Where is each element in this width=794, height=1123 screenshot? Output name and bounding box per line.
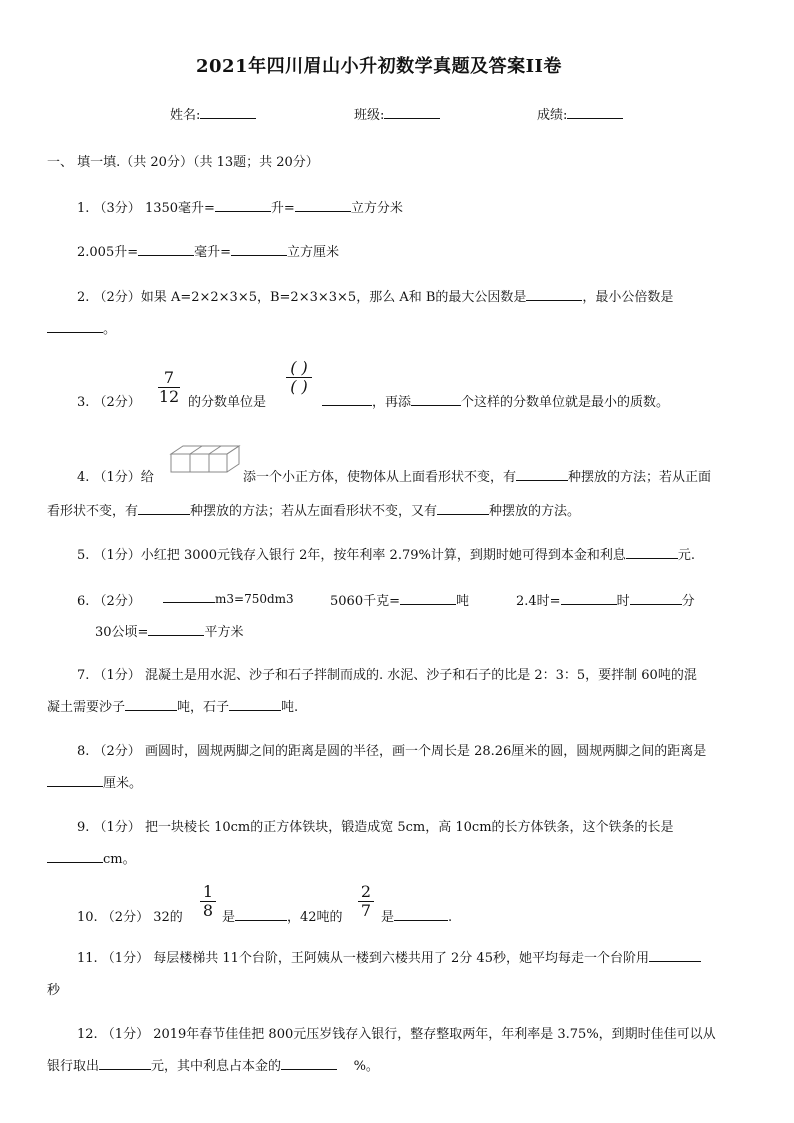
question-12-line-2 [47,1055,379,1074]
q7-text-c: 吨，石子 [177,700,230,715]
q4-text-c: 种摆放的方法；若从正面 [568,470,712,485]
q6-blank-5[interactable] [148,623,204,636]
q1-blank-3[interactable] [138,243,194,256]
question-5 [77,544,695,563]
q7-blank-2[interactable] [229,698,281,711]
q11-blank[interactable] [649,949,701,962]
question-11 [77,947,701,966]
q8-blank[interactable] [47,774,103,787]
q1-blank-1[interactable] [215,199,271,212]
question-4-line-2 [47,500,580,519]
section-heading: 一、 填一填.（共 20分）（共 13题；共 20分） [47,155,319,170]
q3-unit-fraction [286,360,312,395]
question-8: 8. （2分） 画圆时，圆规两脚之间的距离是圆的半径，画一个周长是 28.26厘米的圆，圆规两脚之间的距离是 [77,744,707,759]
q3-text-d: 个这样的分数单位就是最小的质数。 [461,395,670,410]
q3-text-c: ，再添 [372,395,412,410]
q6-text-b: m3=750dm3 [215,592,294,606]
name-field[interactable] [170,104,256,123]
score-field[interactable] [537,104,623,123]
q12-text-c: 元，其中利息占本金的 [151,1059,282,1074]
q10-text-e: 是 [381,910,395,925]
q9-text-b: cm。 [103,852,136,867]
q3-fraction-numerator: 7 [163,368,175,387]
question-4 [243,466,711,485]
q10-prefix: 10. （2分） 32的 [77,910,183,925]
cube-stack-figure [169,444,241,474]
q6-part-3 [516,590,695,609]
score-blank[interactable] [567,106,623,119]
question-7-line-2 [47,696,298,715]
question-12: 12. （1分） 2019年春节佳佳把 800元压岁钱存入银行，整存整取两年，年利率是 3.75%，到期时佳佳可以从 [77,1027,716,1042]
q6-blank-4[interactable] [630,592,682,605]
q4-blank-1[interactable] [516,468,568,481]
page-title: 2021年四川眉山小升初数学真题及答案II卷 [196,56,562,77]
q6-blank-1[interactable] [163,590,215,603]
q3-blank-2[interactable] [411,393,461,406]
q3-unit-denominator: ( ) [290,377,308,396]
q12-blank-2[interactable] [281,1057,337,1070]
question-11-line-2: 秒 [47,983,61,998]
q6-text-e: 2.4时= [516,594,561,609]
q4-text-d: 看形状不变，有 [47,504,139,519]
question-8-line-2 [47,772,142,791]
q3-rest [322,391,669,410]
name-label: 姓名: [170,108,201,123]
class-field[interactable] [354,104,440,123]
q3-blank-1[interactable] [322,393,372,406]
q6-part-1 [163,590,294,607]
question-7: 7. （1分） 混凝土是用水泥、沙子和石子拌制而成的. 水泥、沙子和石子的比是 2：3：5，要拌制 60吨的混 [77,668,697,683]
q10-blank-2[interactable] [394,908,448,921]
q6-part-2 [330,590,469,609]
class-blank[interactable] [384,106,440,119]
q3-fraction [158,370,180,405]
q11-text-a: 11. （1分） 每层楼梯共 11个台阶，王阿姨从一楼到六楼共用了 2分 45秒，她平均每走一个台阶用 [77,951,649,966]
q10-fraction-1 [200,884,216,919]
q10-fraction-1-numerator: 1 [202,882,214,901]
q1-text-b: 升= [270,201,295,216]
q4-blank-3[interactable] [437,502,489,515]
q7-text-d: 吨. [281,700,299,715]
q3-fraction-denominator: 12 [158,387,180,406]
q5-text-a: 5. （1分）小红把 3000元钱存入银行 2年，按年利率 2.79%计算，到期时她可得到本金和利息 [77,548,626,563]
q2-blank-1[interactable] [526,288,582,301]
q10-fraction-2-numerator: 2 [360,882,372,901]
q1-text-a: 1. （3分） 1350毫升= [77,201,215,216]
q10-text-c: ，42吨的 [287,910,343,925]
q10-middle [222,906,343,925]
q7-text-b: 凝土需要沙子 [47,700,126,715]
q4-text-e: 种摆放的方法；若从左面看形状不变，又有 [190,504,438,519]
q6-text-f: 时 [616,594,630,609]
q1-blank-4[interactable] [231,243,287,256]
q10-text-b: 是 [222,910,236,925]
question-9-line-2 [47,848,136,867]
q12-text-b: 银行取出 [47,1059,100,1074]
q3-prefix: 3. （2分） [77,395,141,410]
q6-text-c: 5060千克= [330,594,400,609]
question-2 [77,286,673,305]
q7-blank-1[interactable] [125,698,177,711]
score-label: 成绩: [537,108,568,123]
q2-text-a: 2. （2分）如果 A=2×2×3×5，B=2×3×3×5，那么 A和 B的最大公因数是 [77,290,527,305]
q4-text-f: 种摆放的方法。 [489,504,581,519]
q6-text-g: 分 [681,594,695,609]
q1-text-d: 2.005升= [77,245,139,260]
q3-unit-numerator: ( ) [290,358,308,377]
q5-blank[interactable] [626,546,678,559]
q6-text-i: 平方米 [204,625,244,640]
q3-text-b: 的分数单位是 [188,395,267,410]
q1-text-e: 毫升= [194,245,232,260]
q2-text-b: ，最小公倍数是 [582,290,674,305]
q10-text-f: . [448,910,453,925]
q6-text-h: 30公顷= [95,625,149,640]
q1-text-f: 立方厘米 [287,245,340,260]
q12-blank-1[interactable] [99,1057,151,1070]
q10-fraction-2 [358,884,374,919]
question-2-line-2 [47,318,116,337]
q8-text-b: 厘米。 [103,776,143,791]
question-9: 9. （1分） 把一块棱长 10cm的正方体铁块，锻造成宽 5cm，高 10cm的长方体铁条，这个铁条的长是 [77,820,674,835]
q2-blank-2[interactable] [47,320,103,333]
q1-blank-2[interactable] [295,199,351,212]
q10-end [381,906,452,925]
q10-fraction-2-denominator: 7 [360,901,372,920]
q6-blank-2[interactable] [400,592,456,605]
q4-text-b: 添一个小正方体，使物体从上面看形状不变，有 [243,470,517,485]
q5-text-b: 元. [677,548,695,563]
q4-blank-2[interactable] [138,502,190,515]
q12-text-d: %。 [353,1059,379,1074]
class-label: 班级: [354,108,385,123]
name-blank[interactable] [200,106,256,119]
q2-text-c: 。 [103,322,117,337]
q1-text-c: 立方分米 [350,201,403,216]
question-1 [77,197,403,216]
q10-fraction-1-denominator: 8 [202,901,214,920]
q9-blank[interactable] [47,850,103,863]
q6-text-d: 吨 [455,594,469,609]
q4-prefix: 4. （1分）给 [77,470,154,485]
q6-part-4 [95,621,243,640]
question-1-line-2 [77,241,339,260]
q10-blank-1[interactable] [235,908,287,921]
q6-blank-3[interactable] [561,592,617,605]
q6-prefix: 6. （2分） [77,594,141,609]
